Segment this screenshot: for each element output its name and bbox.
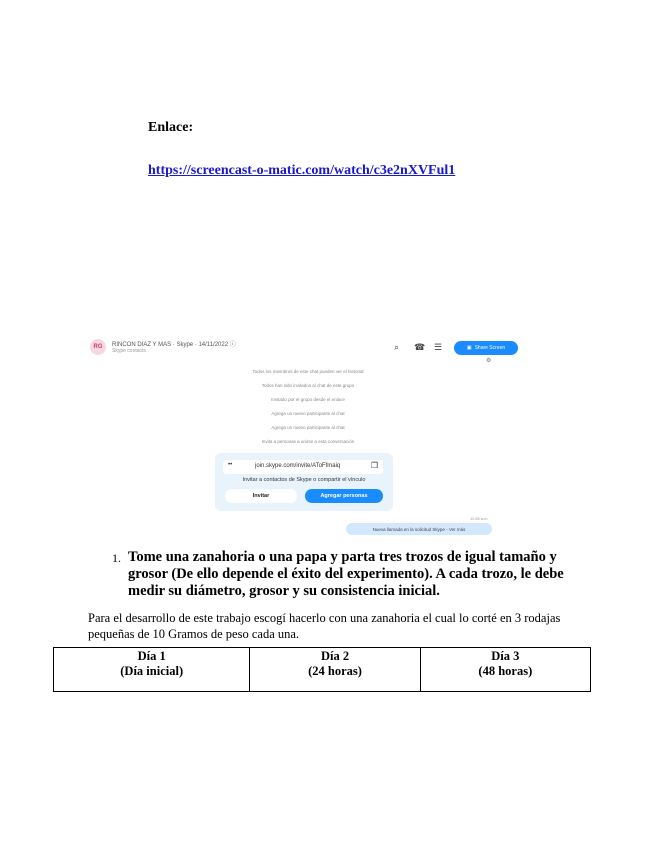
skype-screenshot <box>88 336 524 541</box>
add-contact-icon[interactable]: ☰ <box>434 342 443 352</box>
invite-button[interactable]: Invitar <box>225 489 297 503</box>
table-row <box>54 648 591 692</box>
day-title: Día 1 <box>137 649 166 663</box>
table-header-cell <box>54 648 250 692</box>
system-message: Agrega un nuevo participante al chat <box>271 411 345 416</box>
share-icon: ▣ <box>466 345 472 351</box>
day-title: Día 3 <box>491 649 520 663</box>
day-subtitle: (24 horas) <box>308 664 362 678</box>
avatar: RG <box>90 339 106 355</box>
add-people-button[interactable]: Agregar personas <box>305 489 383 503</box>
system-message: Todos han sido invitados al chat de este grupo <box>261 383 355 388</box>
table-header-cell <box>420 648 590 692</box>
invite-link-url: join.skype.com/invite/AToFfmaiq <box>255 463 341 469</box>
day-subtitle: (Día inicial) <box>120 664 184 678</box>
screencast-link[interactable]: https://screencast-o-matic.com/watch/c3e2nXVFul1 <box>148 163 456 178</box>
copy-icon[interactable]: ❐ <box>370 461 378 470</box>
chat-title: RINCON DIAZ Y MAS · Skype · 14/11/2022 ⓘ <box>112 342 236 348</box>
invite-description: Invitar a contactos de Skype o compartir el vínculo <box>242 477 366 483</box>
days-table <box>53 647 591 692</box>
day-title: Día 2 <box>320 649 350 663</box>
invite-card <box>215 453 393 511</box>
system-message: Todos los miembros de este chat pueden ver el historial <box>252 369 364 374</box>
chat-subtitle: Skype contacts <box>112 348 146 354</box>
invite-link-field[interactable] <box>223 460 383 474</box>
system-message: Invita a personas a unirse a esta conversación <box>261 439 355 444</box>
table-header-cell <box>250 648 420 692</box>
share-screen-button[interactable] <box>454 341 518 355</box>
message-time: 11:55 a.m. <box>470 516 489 521</box>
message-bubble[interactable]: Nueva llamada en la solicitud Skype - Ver más <box>346 523 492 535</box>
link-heading: Enlace: <box>148 120 194 135</box>
list-item-text: Tome una zanahoria o una papa y parta tres trozos de igual tamaño y grosor (De ello depende el éxito del experimento). A cada trozo, le debe medir su diámetro, grosor y su consistencia inicial. <box>128 549 564 599</box>
link-icon: •• <box>228 462 233 468</box>
system-message: Agrega un nuevo participante al chat <box>271 425 345 430</box>
call-icon[interactable]: ☎ <box>414 342 426 352</box>
list-number: 1. <box>112 551 121 565</box>
settings-icon[interactable]: ⚙ <box>486 358 492 364</box>
body-paragraph: Para el desarrollo de este trabajo escogí hacerlo con una zanahoria el cual lo corté en 3 rodajas pequeñas de 10 Gramos de peso cada una. <box>88 611 561 641</box>
share-screen-label: Share Screen <box>474 345 506 351</box>
day-subtitle: (48 horas) <box>478 664 533 678</box>
system-message: Invitado por el grupo desde el enlace <box>271 397 345 402</box>
search-icon[interactable]: ⌕ <box>394 342 400 352</box>
